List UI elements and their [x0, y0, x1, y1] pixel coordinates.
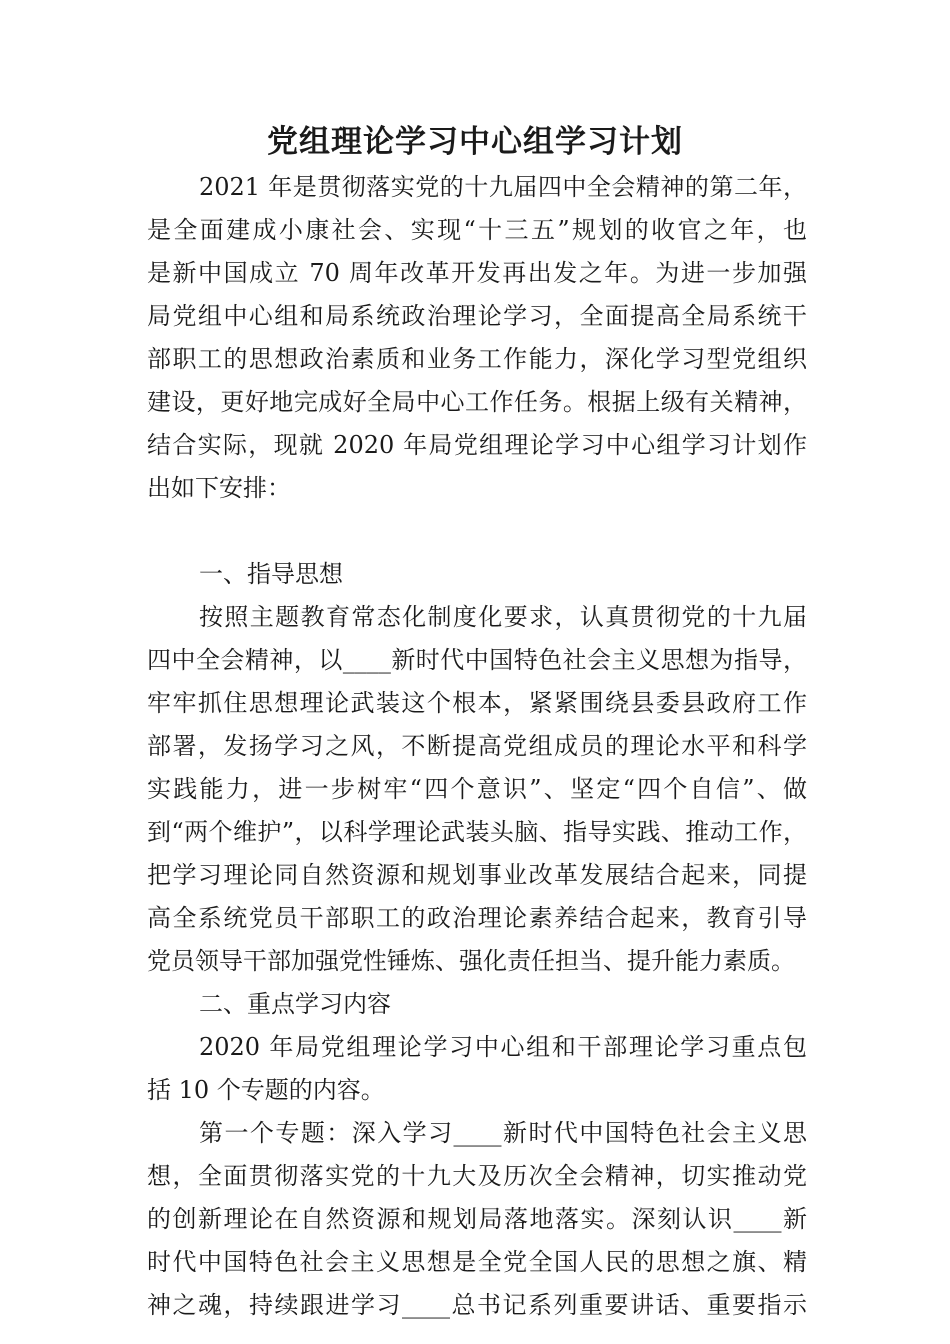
paragraph-line: 时代中国特色社会主义思想是全党全国人民的思想之旗、精	[147, 1248, 807, 1276]
section-heading-key-content: 二、重点学习内容	[199, 990, 391, 1018]
section-heading-guiding-thought: 一、指导思想	[199, 560, 343, 588]
topic-one-paragraph	[147, 1112, 807, 1327]
paragraph-line: 局党组中心组和局系统政治理论学习，全面提高全局系统干	[147, 302, 807, 330]
paragraph-line: 四中全会精神，以____新时代中国特色社会主义思想为指导，	[147, 646, 807, 674]
paragraph-line: 2021 年是贯彻落实党的十九届四中全会精神的第二年，	[199, 173, 807, 201]
paragraph-line: 部署，发扬学习之风，不断提高党组成员的理论水平和科学	[147, 732, 807, 760]
paragraph-line: 是新中国成立 70 周年改革开发再出发之年。为进一步加强	[147, 259, 807, 287]
paragraph-line: 2020 年局党组理论学习中心组和干部理论学习重点包	[199, 1033, 807, 1061]
paragraph-line: 党员领导干部加强党性锤炼、强化责任担当、提升能力素质。	[147, 947, 795, 975]
paragraph-line: 结合实际，现就 2020 年局党组理论学习中心组学习计划作	[147, 431, 807, 459]
guiding-thought-paragraph	[147, 596, 807, 983]
document-body	[147, 166, 807, 1327]
paragraph-line: 牢牢抓住思想理论武装这个根本，紧紧围绕县委县政府工作	[147, 689, 807, 717]
paragraph-line: 是全面建成小康社会、实现“十三五”规划的收官之年，也	[147, 216, 807, 244]
paragraph-gap	[147, 510, 807, 553]
paragraph-line: 高全系统党员干部职工的政治理论素养结合起来，教育引导	[147, 904, 807, 932]
key-content-intro-paragraph	[147, 1026, 807, 1112]
paragraph-line: 出如下安排：	[147, 474, 291, 502]
paragraph-line: 神之魂，持续跟进学习____总书记系列重要讲话、重要指示	[147, 1291, 807, 1319]
intro-paragraph	[147, 166, 807, 510]
paragraph-line: 实践能力，进一步树牢“四个意识”、坚定“四个自信”、做	[147, 775, 807, 803]
paragraph-line: 把学习理论同自然资源和规划事业改革发展结合起来，同提	[147, 861, 807, 889]
paragraph-line: 括 10 个专题的内容。	[147, 1076, 385, 1104]
paragraph-line: 的创新理论在自然资源和规划局落地落实。深刻认识____新	[147, 1205, 807, 1233]
document-title: 党组理论学习中心组学习计划	[267, 124, 683, 160]
paragraph-line: 第一个专题：深入学习____新时代中国特色社会主义思	[199, 1119, 807, 1147]
paragraph-line: 建设，更好地完成好全局中心工作任务。根据上级有关精神，	[147, 388, 807, 416]
paragraph-line: 到“两个维护”，以科学理论武装头脑、指导实践、推动工作，	[147, 818, 807, 846]
paragraph-line: 按照主题教育常态化制度化要求，认真贯彻党的十九届	[199, 603, 807, 631]
paragraph-line: 想，全面贯彻落实党的十九大及历次全会精神，切实推动党	[147, 1162, 807, 1190]
paragraph-line: 部职工的思想政治素质和业务工作能力，深化学习型党组织	[147, 345, 807, 373]
